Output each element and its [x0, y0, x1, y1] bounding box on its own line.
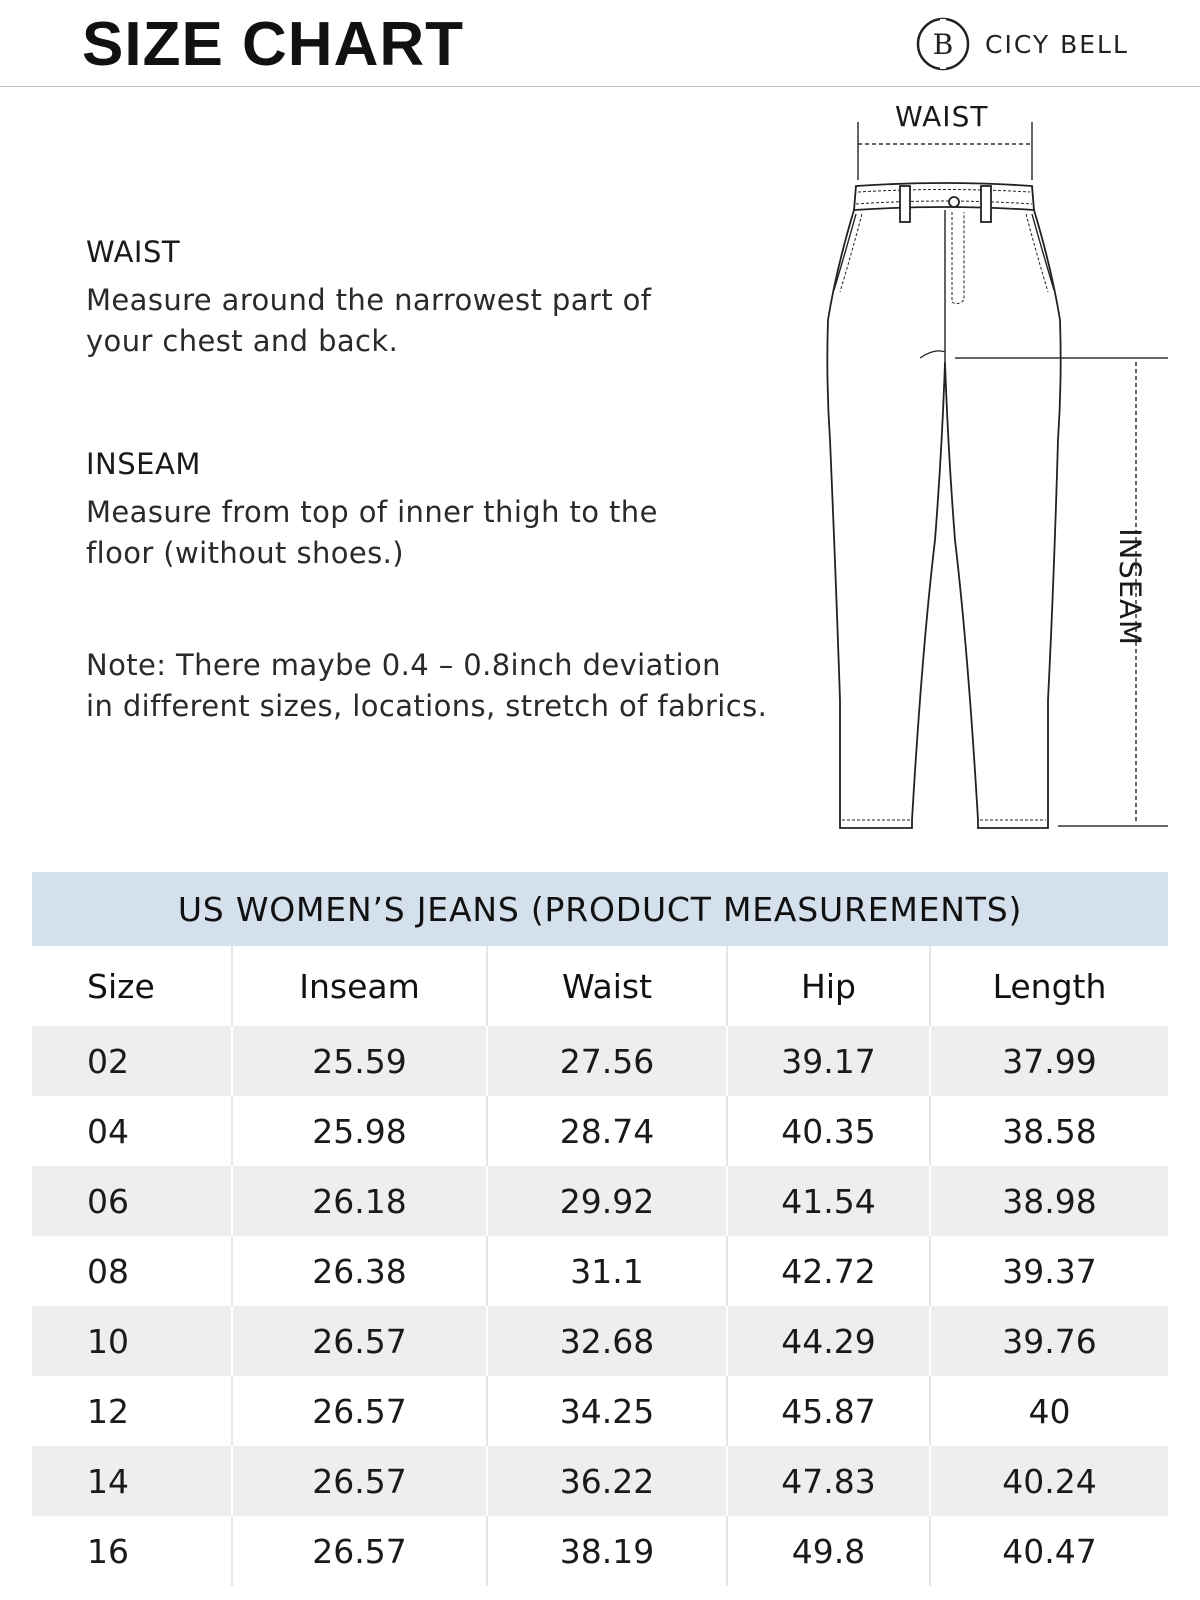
- column-header-inseam: Inseam: [232, 946, 487, 1026]
- cell-hip: 47.83: [727, 1446, 930, 1516]
- cell-length: 38.58: [1002, 1111, 1097, 1151]
- cell-inseam: 26.38: [232, 1236, 487, 1306]
- cell-waist: 34.25: [487, 1376, 727, 1446]
- column-header-size: Size: [32, 946, 232, 1026]
- cell-inseam: 25.59: [232, 1026, 487, 1096]
- waist-description: [86, 232, 826, 362]
- cell-inseam: 26.57: [232, 1306, 487, 1376]
- diagram-waist-label: WAIST: [895, 100, 989, 133]
- inseam-text: Measure from top of inner thigh to the floor (without shoes.): [86, 495, 658, 570]
- table-row: [32, 1516, 1168, 1586]
- cell-inseam: 26.57: [232, 1516, 487, 1586]
- note: [86, 645, 826, 727]
- table-title-banner: [32, 872, 1168, 946]
- inseam-description: [86, 444, 826, 574]
- table-row: [32, 1166, 1168, 1236]
- cell-size: 04: [32, 1096, 232, 1166]
- cell-hip: 45.87: [727, 1376, 930, 1446]
- cell-inseam: 26.18: [232, 1166, 487, 1236]
- cell-length: 38.98: [930, 1166, 1168, 1236]
- note-text: Note: There maybe 0.4 – 0.8inch deviation in different sizes, locations, stretch of fabrics.: [86, 648, 768, 723]
- column-header-length: Length: [992, 966, 1107, 1006]
- diagram-inseam-label: INSEAM: [1113, 528, 1147, 646]
- cell-length: 39.37: [1002, 1251, 1097, 1291]
- brand-name: CICY BELL: [985, 29, 1129, 59]
- cell-size: 12: [32, 1376, 232, 1446]
- jeans-diagram: [800, 90, 1200, 850]
- cell-inseam: 26.57: [232, 1446, 487, 1516]
- table-row: [32, 1446, 1168, 1516]
- table-row: [32, 1026, 1168, 1096]
- cell-hip: 49.8: [727, 1516, 930, 1586]
- column-header-waist: Waist: [487, 946, 727, 1026]
- table-row: [32, 1096, 1168, 1166]
- cell-inseam: 26.57: [232, 1376, 487, 1446]
- cell-length: 40: [1028, 1391, 1071, 1431]
- cell-waist: 31.1: [487, 1236, 727, 1306]
- size-table: [32, 946, 1168, 1586]
- cell-size: 16: [32, 1516, 232, 1586]
- table-row: [32, 1376, 1168, 1446]
- cell-length: 39.76: [930, 1306, 1168, 1376]
- cell-length: 40.47: [1002, 1531, 1097, 1571]
- cell-size: 06: [32, 1166, 232, 1236]
- table-row: [32, 1306, 1168, 1376]
- cell-length: 37.99: [930, 1026, 1168, 1096]
- cell-hip: 44.29: [727, 1306, 930, 1376]
- cell-hip: 40.35: [727, 1096, 930, 1166]
- cell-size: 02: [32, 1026, 232, 1096]
- waist-heading: WAIST: [86, 235, 181, 269]
- column-header-hip: Hip: [727, 946, 930, 1026]
- cell-length: 40.24: [930, 1446, 1168, 1516]
- brand: [915, 16, 1129, 72]
- cell-waist: 27.56: [487, 1026, 727, 1096]
- cell-waist: 32.68: [487, 1306, 727, 1376]
- header-bar: [0, 0, 1200, 87]
- page-title: SIZE CHART: [82, 10, 464, 79]
- cell-waist: 28.74: [487, 1096, 727, 1166]
- cell-hip: 41.54: [727, 1166, 930, 1236]
- jeans-waistband: [854, 183, 1034, 222]
- brand-logo-icon: [915, 16, 971, 72]
- cell-hip: 42.72: [727, 1236, 930, 1306]
- brand-monogram: B: [932, 28, 954, 61]
- cell-size: 08: [32, 1236, 232, 1306]
- waist-text: Measure around the narrowest part of your chest and back.: [86, 283, 652, 358]
- table-header-row: [32, 946, 1168, 1026]
- cell-waist: 38.19: [487, 1516, 727, 1586]
- cell-waist: 29.92: [487, 1166, 727, 1236]
- jeans-outline: [827, 210, 1060, 828]
- table-row: [32, 1236, 1168, 1306]
- cell-hip: 39.17: [727, 1026, 930, 1096]
- cell-size: 10: [32, 1306, 232, 1376]
- cell-inseam: 25.98: [232, 1096, 487, 1166]
- cell-size: 14: [32, 1446, 232, 1516]
- inseam-heading: INSEAM: [86, 447, 201, 481]
- cell-waist: 36.22: [487, 1446, 727, 1516]
- table-title: US WOMEN’S JEANS (PRODUCT MEASUREMENTS): [177, 889, 1023, 929]
